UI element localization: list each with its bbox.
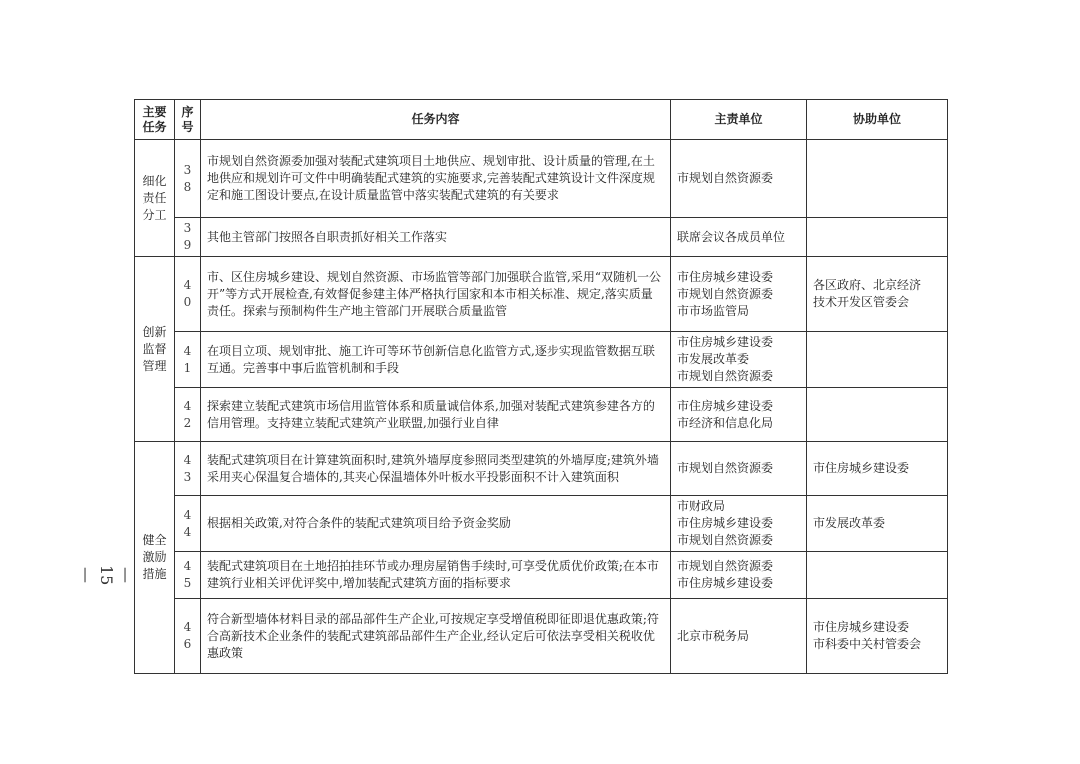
category-cell: 健全激励措施 <box>135 442 175 674</box>
assist-unit: 市发展改革委 <box>807 496 948 552</box>
assist-unit: 各区政府、北京经济 技术开发区管委会 <box>807 257 948 332</box>
header-row <box>135 100 948 140</box>
assist-unit: 市住房城乡建设委 市科委中关村管委会 <box>807 599 948 674</box>
row-number: 40 <box>175 257 201 332</box>
row-number: 43 <box>175 442 201 496</box>
row-number: 41 <box>175 332 201 388</box>
row-number: 46 <box>175 599 201 674</box>
table-row <box>135 442 948 496</box>
lead-unit: 市住房城乡建设委 市规划自然资源委 市市场监管局 <box>671 257 807 332</box>
table-row <box>135 218 948 257</box>
table-row <box>135 496 948 552</box>
row-number: 39 <box>175 218 201 257</box>
table-row <box>135 599 948 674</box>
lead-unit: 市财政局 市住房城乡建设委 市规划自然资源委 <box>671 496 807 552</box>
page-number: — 15 — <box>77 565 136 586</box>
lead-unit: 市规划自然资源委 市住房城乡建设委 <box>671 552 807 599</box>
header-assist: 协助单位 <box>807 100 948 140</box>
header-num: 序号 <box>175 100 201 140</box>
row-number: 44 <box>175 496 201 552</box>
table-row <box>135 140 948 218</box>
lead-unit: 市住房城乡建设委 市发展改革委 市规划自然资源委 <box>671 332 807 388</box>
lead-unit: 市规划自然资源委 <box>671 442 807 496</box>
category-cell: 细化责任分工 <box>135 140 175 257</box>
row-number: 42 <box>175 388 201 442</box>
task-content: 装配式建筑项目在土地招拍挂环节或办理房屋销售手续时,可享受优质优价政策;在本市建筑行业相关评优评奖中,增加装配式建筑方面的指标要求 <box>201 552 671 599</box>
task-content: 其他主管部门按照各自职责抓好相关工作落实 <box>201 218 671 257</box>
row-number: 38 <box>175 140 201 218</box>
task-content: 根据相关政策,对符合条件的装配式建筑项目给予资金奖励 <box>201 496 671 552</box>
task-content: 符合新型墙体材料目录的部品部件生产企业,可按规定享受增值税即征即退优惠政策;符合高新技术企业条件的装配式建筑部品部件生产企业,经认定后可依法享受相关税收优惠政策 <box>201 599 671 674</box>
table-row <box>135 552 948 599</box>
assist-unit <box>807 332 948 388</box>
lead-unit: 北京市税务局 <box>671 599 807 674</box>
lead-unit: 市住房城乡建设委 市经济和信息化局 <box>671 388 807 442</box>
table-row <box>135 257 948 332</box>
assist-unit: 市住房城乡建设委 <box>807 442 948 496</box>
header-lead: 主责单位 <box>671 100 807 140</box>
lead-unit: 联席会议各成员单位 <box>671 218 807 257</box>
lead-unit: 市规划自然资源委 <box>671 140 807 218</box>
table-row <box>135 388 948 442</box>
task-content: 在项目立项、规划审批、施工许可等环节创新信息化监管方式,逐步实现监管数据互联互通。完善事中事后监管机制和手段 <box>201 332 671 388</box>
assist-unit <box>807 140 948 218</box>
assist-unit <box>807 218 948 257</box>
task-content: 装配式建筑项目在计算建筑面积时,建筑外墙厚度参照同类型建筑的外墙厚度;建筑外墙采用夹心保温复合墙体的,其夹心保温墙体外叶板水平投影面积不计入建筑面积 <box>201 442 671 496</box>
assist-unit <box>807 552 948 599</box>
task-content: 市规划自然资源委加强对装配式建筑项目土地供应、规划审批、设计质量的管理,在土地供应和规划许可文件中明确装配式建筑的实施要求,完善装配式建筑设计文件深度规定和施工图设计要点,在设计质量监管中落实装配式建筑的有关要求 <box>201 140 671 218</box>
category-cell: 创新监督管理 <box>135 257 175 442</box>
row-number: 45 <box>175 552 201 599</box>
header-category: 主要任务 <box>135 100 175 140</box>
header-content: 任务内容 <box>201 100 671 140</box>
assist-unit <box>807 388 948 442</box>
task-content: 探索建立装配式建筑市场信用监管体系和质量诚信体系,加强对装配式建筑参建各方的信用管理。支持建立装配式建筑产业联盟,加强行业自律 <box>201 388 671 442</box>
table-row <box>135 332 948 388</box>
task-table <box>134 99 948 674</box>
task-content: 市、区住房城乡建设、规划自然资源、市场监管等部门加强联合监管,采用“双随机一公开”等方式开展检查,有效督促参建主体严格执行国家和本市相关标准、规定,落实质量责任。探索与预制构件生产地主管部门开展联合质量监管 <box>201 257 671 332</box>
